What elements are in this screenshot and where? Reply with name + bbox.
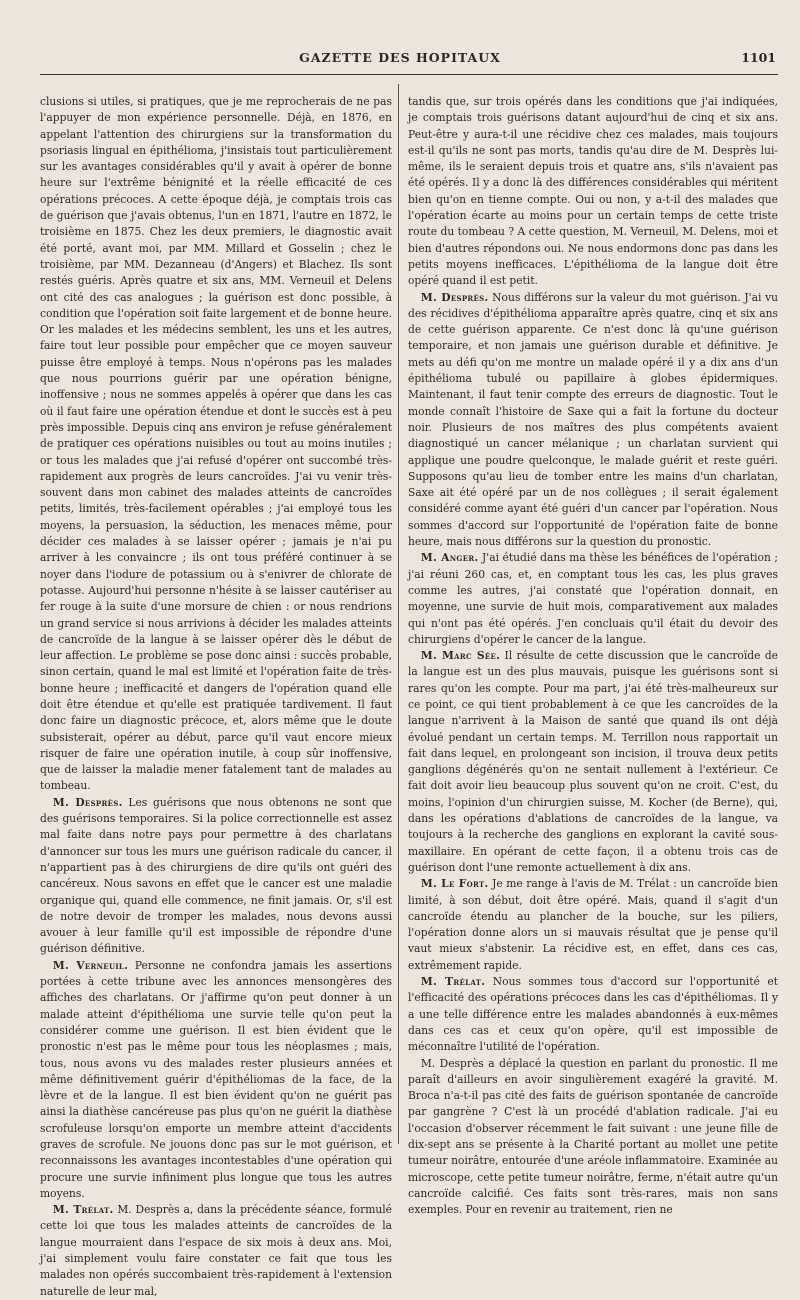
paragraph: M. Desprès. Nous différons sur la valeur du mot guérison. J'ai vu des récidives d'épithélioma apparaître après quatre, cinq et six ans de cette guérison apparente. Ce n'est donc là qu'une guérison temporaire, et non jamais une guérison durable et définitive. Je mets au défi qu'on me montre un malade opéré il y a dix ans d'un épithélioma tubulé ou papillaire à globes épidermiques. Maintenant, il faut tenir compte des erreurs de diagnostic. Tout le monde connaît l'histoire de Saxe qui a fait la fortune du docteur noir. Plusieurs de nos maîtres des plus compétents avaient diagnostiqué un cancer mélanique ; un charlatan survient qui applique une poudre quelconque, le malade guérit et reste guéri. Supposons qu'au lieu de tomber entre les mains d'un charlatan, Saxe ait été opéré par un de nos collègues ; il serait également considéré comme ayant été guéri d'un cancer par l'opération. Nous sommes d'accord sur l'opportunité de l'opération faite de bonne heure, mais nous différons sur la question du pronostic. <box>408 290 778 549</box>
paragraph: M. Verneuil. Personne ne confondra jamais les assertions portées à cette tribune avec les annonces mensongères des affiches des charlatans. Or j'affirme qu'on peut donner à un malade atteint d'épithélioma une survie telle qu'on peut la considérer comme une guérison. Il est bien évident que le pronostic n'est pas le même pour tous les néoplasmes ; mais, tous, nous avons vu des malades rester plusieurs années et même définitivement guérir d'épithéliomas de la face, de la lèvre et de la langue. Il est bien évident qu'on ne guérit pas ainsi la diathèse cancéreuse pas plus qu'on ne guérit la diathèse scrofuleuse lorsqu'on emporte un membre atteint d'accidents graves de scrofule. Ne jouons donc pas sur le mot guérison, et reconnaissons les avantages incontestables d'une opération qui procure une survie infiniment plus longue que tous les autres moyens. <box>40 958 392 1200</box>
speaker-name: M. Verneuil. <box>52 958 129 972</box>
paragraph: M. Trélat. Nous sommes tous d'accord sur l'opportunité et l'efficacité des opérations précoces dans les cas d'épithéliomas. Il y a une telle différence entre les malades abandonnés à eux-mêmes dans ces cas et ceux qu'on opère, qu'il est impossible de méconnaître l'utilité de l'opération. <box>408 975 778 1054</box>
paragraph: M. Anger. J'ai étudié dans ma thèse les bénéfices de l'opération ; j'ai réuni 260 cas, et, en comptant tous les cas, les plus graves comme les autres, j'ai constaté que l'opération donnait, en moyenne, une survie de huit mois, comparativement aux malades qui n'ont pas été opérés. J'en concluais qu'il était du devoir des chirurgiens d'opérer le cancer de la langue. <box>408 551 779 646</box>
left-column <box>40 94 392 1298</box>
speaker-name: M. Le Fort. <box>420 877 489 891</box>
paragraph: M. Marc Sée. Il résulte de cette discussion que le cancroïde de la langue est un des plus mauvais, puisque les guérisons sont si rares qu'on les compte. Pour ma part, j'ai été très-malheureux sur ce point, ce qui tient probablement à ce que les cancroïdes de la langue n'arrivent à la Maison de santé que quand ils ont déjà évolué pendant un certain temps. M. Terrillon nous rapportait un fait dans lequel, en prolongeant son incision, il trouva deux petits ganglions dégénérés qu'on ne sentait nullement à l'extérieur. Ce fait doit avoir lieu beaucoup plus souvent qu'on ne croit. C'est, du moins, l'opinion d'un chirurgien suisse, M. Kocher (de Berne), qui, dans les opérations d'ablations de cancroïdes de la langue, va toujours à la recherche des ganglions en explorant la cavité sous-maxillaire. En opérant de cette façon, il a obtenu trois cas de guérison dont l'une remonte actuellement à dix ans. <box>408 649 778 874</box>
paragraph: tandis que, sur trois opérés dans les conditions que j'ai indiquées, je comptais trois guérisons datant aujourd'hui de cinq et six ans. Peut-être y aura-t-il une récidive chez ces malades, mais toujours est-il qu'ils ne sont pas morts, tandis qu'au dire de M. Desprès lui-même, ils le seraient depuis trois et quatre ans, s'ils n'avaient pas été opérés. Il y a donc là des différences considérables qui méritent bien qu'on en tienne compte. Oui ou non, y a-t-il des malades que l'opération écarte au moins pour un certain temps de cette triste route du tombeau ? A cette question, M. Verneuil, M. Delens, moi et bien d'autres répondons oui. Ne nous endormons donc pas dans les petits moyens inefficaces. L'épithélioma de la langue doit être opéré quand il est petit. <box>408 95 778 288</box>
page-number: 1101 <box>741 50 776 65</box>
speaker-name: M. Desprès. <box>420 290 489 304</box>
speaker-name: M. Trélat. <box>52 1203 114 1217</box>
page-header <box>20 50 780 76</box>
speaker-name: M. Desprès. <box>52 795 123 809</box>
right-column <box>408 94 779 1217</box>
paragraph: M. Le Fort. Je me range à l'avis de M. Trélat : un cancroïde bien limité, à son début, doit être opéré. Mais, quand il s'agit d'un cancroïde étendu au plancher de la bouche, sur les piliers, l'opération donne alors un si mauvais résultat que je pense qu'il vaut mieux s'abstenir. La récidive est, en effet, dans ces cas, extrêmement rapide. <box>408 877 778 972</box>
paragraph: M. Desprès. Les guérisons que nous obtenons ne sont que des guérisons temporaires. Si la police correctionnelle est assez mal faite dans notre pays pour permettre à des charlatans d'annoncer sur tous les murs une guérison radicale du cancer, il n'appartient pas à des chirurgiens de dire qu'ils ont guéri des cancéreux. Nous savons en effet que le cancer est une maladie organique qui, quand elle commence, ne finit jamais. Or, s'il est de notre devoir de tromper les malades, nous devons aussi avouer à leur famille qu'il est impossible de répondre d'une guérison définitive. <box>40 795 392 956</box>
paragraph: M. Trélat. M. Desprès a, dans la précédente séance, formulé cette loi que tous les malades atteints de cancroïdes de la langue mourraient dans l'espace de six mois à deux ans. Moi, j'ai simplement voulu faire constater ce fait que tous les malades non opérés succombaient très-rapidement à l'extension naturelle de leur mal, <box>40 1203 392 1298</box>
header-rule <box>40 74 778 75</box>
journal-title: GAZETTE DES HOPITAUX <box>299 50 501 65</box>
column-divider <box>398 84 399 1144</box>
speaker-name: M. Marc Sée. <box>420 649 501 663</box>
speaker-name: M. Anger. <box>420 551 479 565</box>
paragraph: clusions si utiles, si pratiques, que je me reprocherais de ne pas l'appuyer de mon expérience personnelle. Déjà, en 1876, en appelant l'attention des chirurgiens sur la transformation du psoriasis lingual en épithélioma, j'insistais tout particulièrement sur les avantages considérables qu'il y avait à opérer de bonne heure sur l'extrême bénignité et la réelle efficacité de ces opérations précoces. A cette époque déjà, je comptais trois cas de guérison que j'avais obtenus, l'un en 1871, l'autre en 1872, le troisième en 1875. Chez les deux premiers, le diagnostic avait été porté, avant moi, par MM. Millard et Gosselin ; chez le troisième, par MM. Dezanneau (d'Angers) et Blachez. Ils sont restés guéris. Après quatre et six ans, MM. Verneuil et Delens ont cité des cas analogues ; la guérison est donc possible, à condition que l'opération soit faite largement et de bonne heure. Or les malades et les médecins semblent, les uns et les autres, faire tout leur possible pour empêcher que ce moyen sauveur puisse être employé à temps. Nous n'opérons pas les malades que nous pourrions guérir par une opération bénigne, inoffensive ; nous ne sommes appelés à opérer que dans les cas où il faut faire une opération étendue et dont le succès est à peu près impossible. Depuis cinq ans environ je refuse généralement de pratiquer ces opérations nuisibles ou tout au moins inutiles ; or tous les malades que j'ai refusé d'opérer ont succombé très-rapidement aux progrès de leurs cancroïdes. J'ai vu venir très-souvent dans mon cabinet des malades atteints de cancroïdes petits, limités, très-facilement opérables ; j'ai employé tous les moyens, la persuasion, la séduction, les menaces même, pour décider ces malades à se laisser opérer ; jamais je n'ai pu arriver à les convaincre ; ils ont tous préféré continuer à se noyer dans l'iodure de potassium ou à s'enivrer de chlorate de potasse. Aujourd'hui personne n'hésite à se laisser cautériser au fer rouge à la suite d'une morsure de chien : or nous rendrions un grand service si nous arrivions à décider les malades atteints de cancroïde de la langue à se laisser opérer dès le début de leur affection. Le problème se pose donc ainsi : succès probable, sinon certain, quand le mal est limité et l'opération faite de très-bonne heure ; inefficacité et dangers de l'opération quand elle doit être étendue et qu'elle est pratiquée tardivement. Il faut donc faire un diagnostic précoce, et, alors même que le doute subsisterait, opérer au début, parce qu'il vaut encore mieux risquer de faire une opération inutile, à coup sûr inoffensive, que de laisser la maladie mener fatalement tant de malades au tombeau. <box>40 95 392 793</box>
speaker-name: M. Trélat. <box>420 975 486 989</box>
paragraph: M. Desprès a déplacé la question en parlant du pronostic. Il me paraît d'ailleurs en avoir singulièrement exagéré la gravité. M. Broca n'a-t-il pas cité des faits de guérison spontanée de cancroïde par gangrène ? C'est là un procédé d'ablation radicale. J'ai eu l'occasion d'observer récemment le fait suivant : une jeune fille de dix-sept ans se présente à la Charité portant au mollet une petite tumeur noirâtre, entourée d'une aréole inflammatoire. Examinée au microscope, cette petite tumeur noirâtre, ferme, n'était autre qu'un cancroïde calcifié. Ces faits sont très-rares, mais non sans exemples. Pour en revenir au traitement, rien ne <box>408 1056 778 1217</box>
